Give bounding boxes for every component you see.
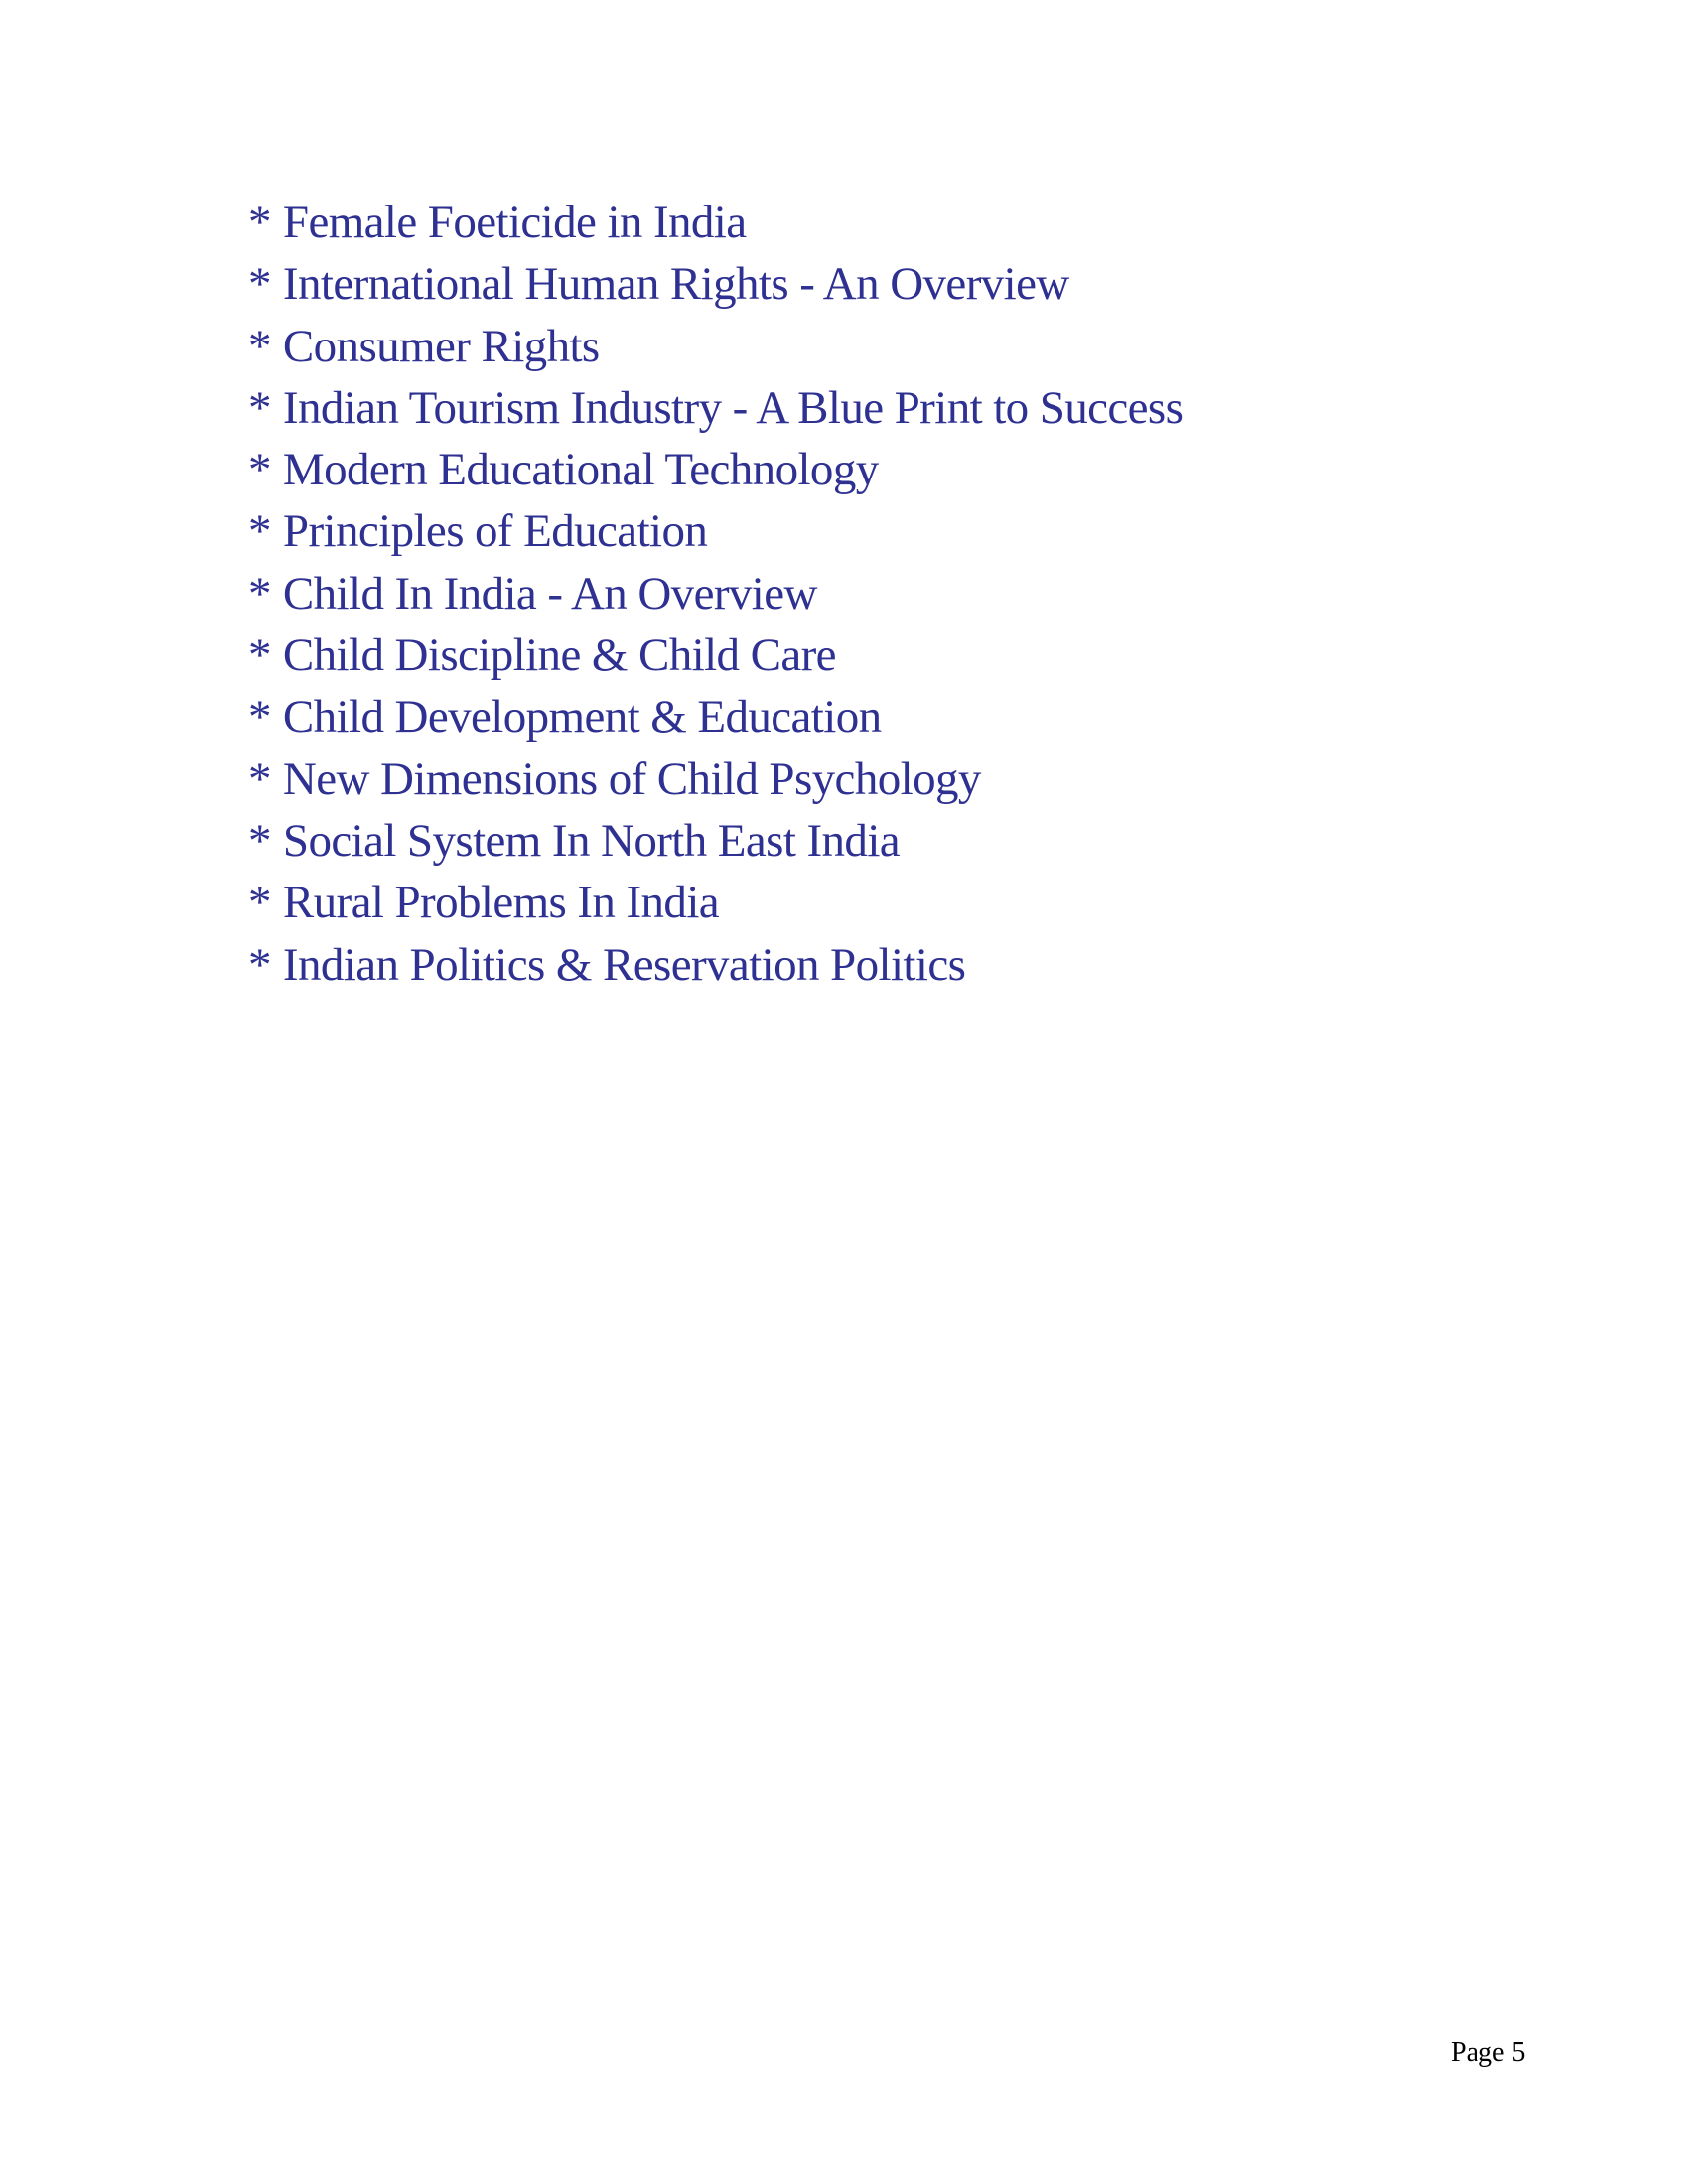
- bullet-marker: *: [248, 691, 271, 744]
- list-item: [248, 872, 1183, 933]
- list-item: [248, 810, 1183, 872]
- list-item: [248, 749, 1183, 810]
- list-item: [248, 686, 1183, 748]
- bullet-marker: *: [248, 505, 271, 558]
- bullet-marker: *: [248, 938, 271, 991]
- page-number: Page 5: [1451, 2037, 1526, 2068]
- list-item-text: Modern Educational Technology: [282, 444, 879, 496]
- list-item-text: New Dimensions of Child Psychology: [282, 752, 981, 805]
- bullet-marker: *: [248, 258, 271, 311]
- list-item-text: Social System In North East India: [282, 814, 901, 867]
- bullet-marker: *: [248, 197, 271, 248]
- bullet-marker: *: [248, 381, 271, 434]
- bullet-marker: *: [248, 444, 271, 496]
- bullet-marker: *: [248, 567, 271, 619]
- list-item: [248, 563, 1183, 624]
- list-item: [248, 934, 1183, 996]
- book-title-list: [248, 192, 1183, 996]
- list-item-text: Principles of Education: [282, 505, 708, 558]
- list-item-text: Child In India - An Overview: [282, 567, 817, 619]
- bullet-marker: *: [248, 752, 271, 805]
- bullet-marker: *: [248, 629, 271, 682]
- bullet-marker: *: [248, 877, 271, 929]
- list-item-text: International Human Rights - An Overview: [282, 258, 1069, 311]
- list-item: [248, 192, 1183, 253]
- list-item: [248, 500, 1183, 562]
- list-item: [248, 253, 1183, 315]
- bullet-marker: *: [248, 320, 271, 372]
- list-item-text: Rural Problems In India: [282, 877, 720, 929]
- list-item: [248, 377, 1183, 439]
- list-item-text: Child Discipline & Child Care: [282, 629, 836, 682]
- list-item-text: Indian Politics & Reservation Politics: [282, 938, 966, 991]
- list-item-text: Child Development & Education: [282, 691, 882, 744]
- bullet-marker: *: [248, 814, 271, 867]
- list-item: [248, 624, 1183, 686]
- list-item-text: Consumer Rights: [282, 320, 600, 372]
- list-item: [248, 439, 1183, 500]
- list-item: [248, 316, 1183, 377]
- list-item-text: Female Foeticide in India: [282, 197, 747, 248]
- list-item-text: Indian Tourism Industry - A Blue Print to Success: [282, 381, 1184, 434]
